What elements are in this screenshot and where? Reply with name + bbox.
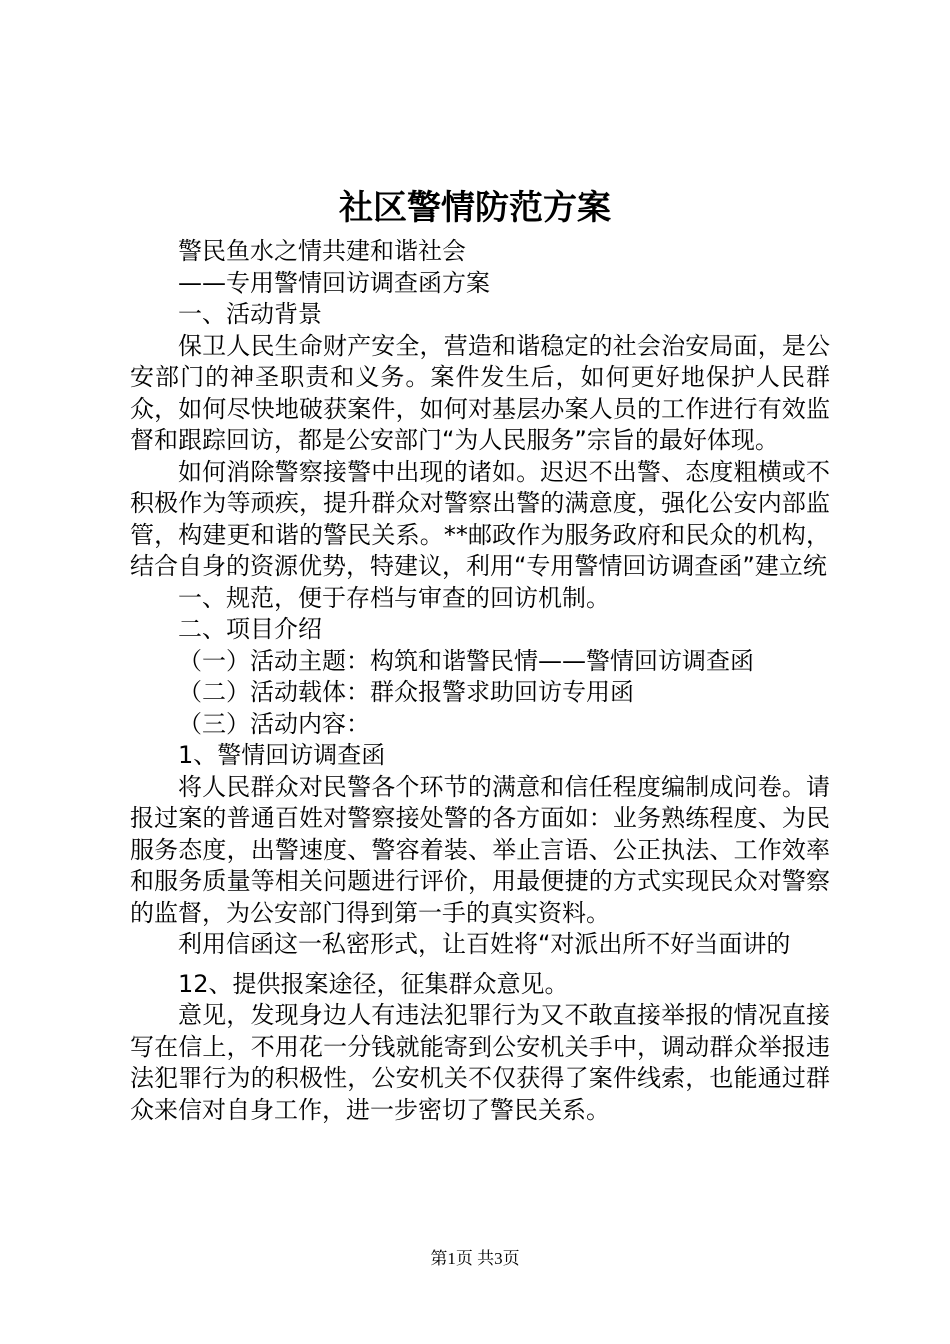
paragraph-mechanism: 一、规范，便于存档与审查的回访机制。 xyxy=(178,583,610,612)
list-item-theme: （一）活动主题：构筑和谐警民情——警情回访调查函 xyxy=(178,646,754,675)
section-heading-project: 二、项目介绍 xyxy=(178,615,322,643)
paragraph-subtitle-2: ——专用警情回访调查函方案 xyxy=(178,268,490,297)
page-footer: 第1页 共3页 xyxy=(430,1249,520,1268)
paragraph-subtitle: 警民鱼水之情共建和谐社会 xyxy=(178,237,466,265)
paragraph-survey: 将人民群众对民警各个环节的满意和信任程度编制成问卷。请报过案的普通百姓对警察接处警的各方面如：业务熟练程度、为民服务态度，出警速度、警容着装、举止言语、公正执法、工作效率和服务质量等相关问题进行评价，用最便捷的方式实现民众对警察的监督，为公安部门得到第一手的真实资料。 xyxy=(130,772,830,927)
subheading-survey-letter: 1、警情回访调查函 xyxy=(178,741,386,769)
subheading-report-channel: 12、提供报案途径，征集群众意见。 xyxy=(178,969,569,998)
paragraph-background: 保卫人民生命财产安全，营造和谐稳定的社会治安局面，是公安部门的神圣职责和义务。案件发生后，如何更好地保护人民群众，如何尽快地破获案件，如何对基层办案人员的工作进行有效监督和跟踪回访，都是公安部门“为人民服务”宗旨的最好体现。 xyxy=(130,331,830,454)
paragraph-problems: 如何消除警察接警中出现的诸如。迟迟不出警、态度粗横或不积极作为等顽疾，提升群众对警察出警的满意度，强化公安内部监管，构建更和谐的警民关系。**邮政作为服务政府和民众的机构，结合自身的资源优势，特建议，利用“专用警情回访调查函”建立统 xyxy=(130,457,830,580)
paragraph-opinions: 意见，发现身边人有违法犯罪行为又不敢直接举报的情况直接写在信上，不用花一分钱就能寄到公安机关手中，调动群众举报违法犯罪行为的积极性，公安机关不仅获得了案件线索，也能通过群众来信对自身工作，进一步密切了警民关系。 xyxy=(130,1001,830,1124)
section-heading-background: 一、活动背景 xyxy=(178,300,322,328)
list-item-carrier: （二）活动载体：群众报警求助回访专用函 xyxy=(178,678,634,706)
page-title: 社区警情防范方案 xyxy=(339,188,611,228)
list-item-content: （三）活动内容： xyxy=(178,709,370,738)
paragraph-private-letter: 利用信函这一私密形式，让百姓将“对派出所不好当面讲的 xyxy=(178,930,791,958)
document-body xyxy=(130,236,830,1126)
